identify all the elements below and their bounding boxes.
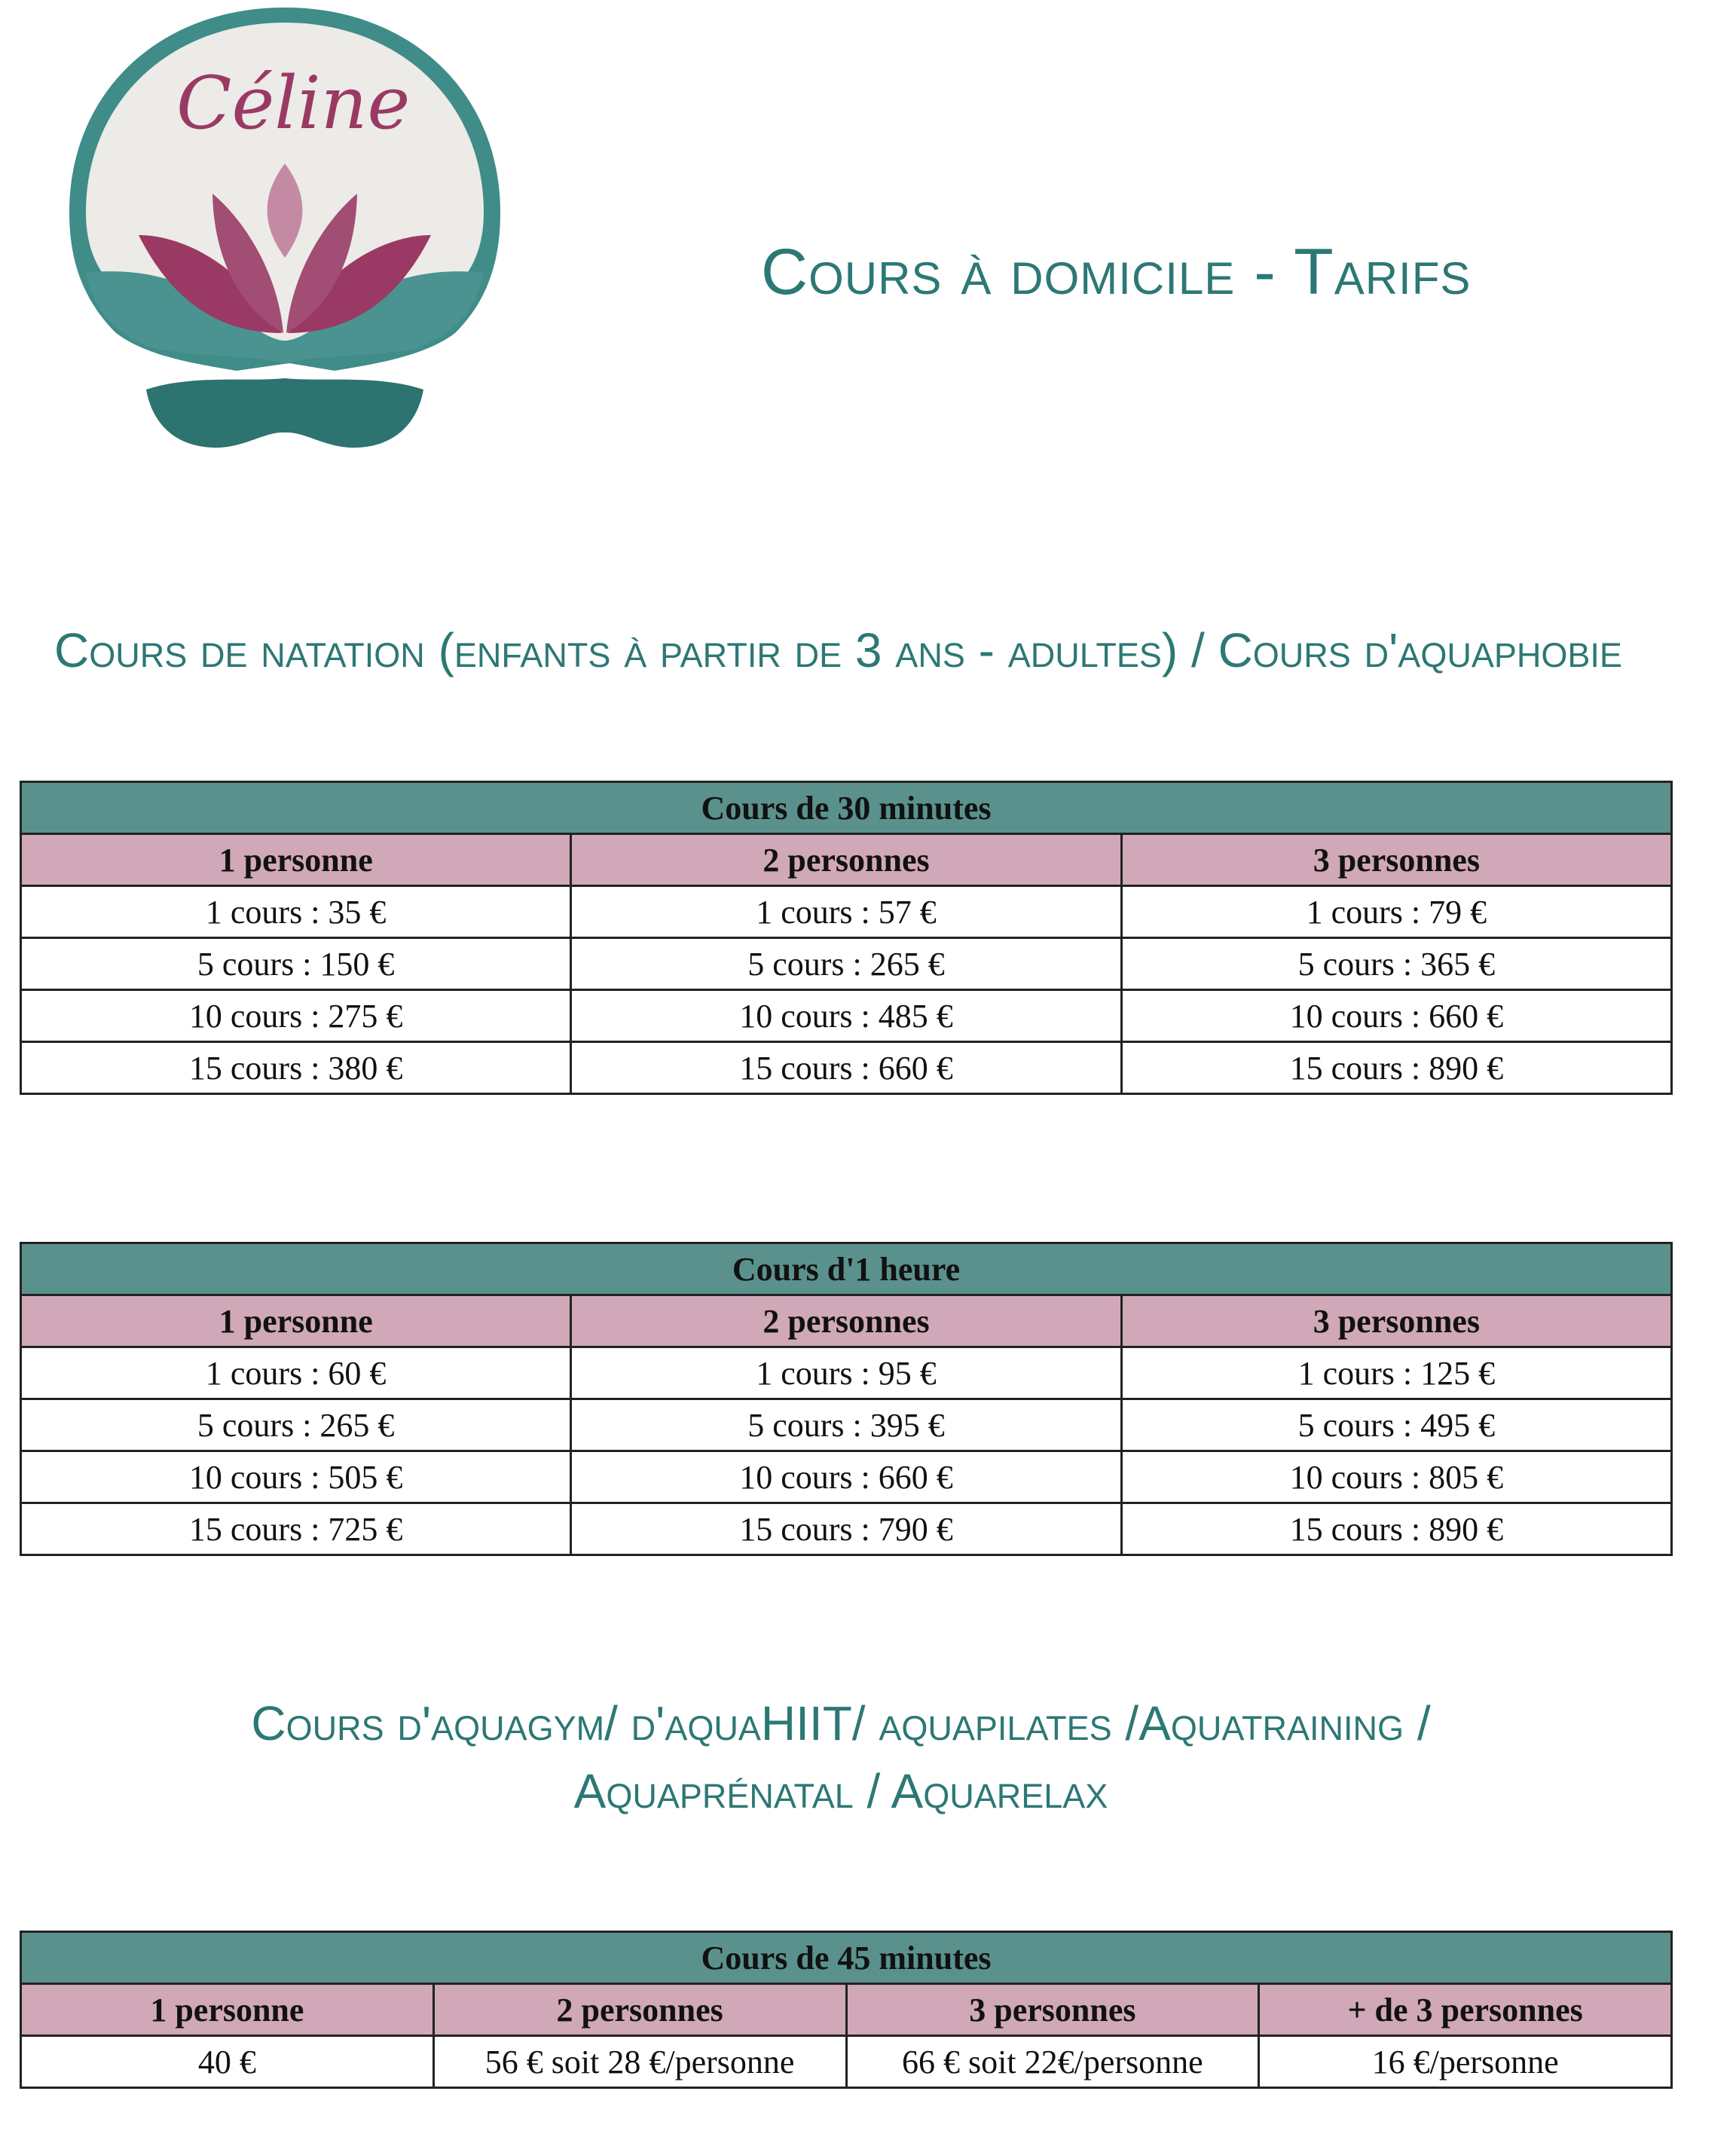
table-cell: 10 cours : 505 € — [21, 1451, 571, 1503]
table-cell: 10 cours : 275 € — [21, 990, 571, 1042]
section-heading-aquagym-line1: Cours d'aquagym/ d'aquaHIIT/ aquapilates /Aquatraining / — [251, 1696, 1431, 1750]
table-cell: 1 cours : 125 € — [1121, 1347, 1671, 1399]
price-table-45min — [20, 1931, 1673, 2089]
table-cell: 66 € soit 22€/personne — [846, 2036, 1259, 2088]
column-header: 2 personnes — [433, 1984, 846, 2036]
table-cell: 5 cours : 265 € — [21, 1399, 571, 1451]
page-title: Cours à domicile - Tarifs — [761, 236, 1472, 308]
table-cell: 15 cours : 790 € — [571, 1503, 1121, 1555]
column-header: 3 personnes — [846, 1984, 1259, 2036]
table-row — [21, 1451, 1672, 1503]
logo-brand-text: Céline — [176, 61, 411, 145]
column-header: 1 personne — [21, 834, 571, 886]
table-cell: 15 cours : 380 € — [21, 1042, 571, 1094]
table-cell: 15 cours : 890 € — [1121, 1503, 1671, 1555]
table-cell: 10 cours : 660 € — [1121, 990, 1671, 1042]
table-cell: 1 cours : 60 € — [21, 1347, 571, 1399]
table-caption: Cours d'1 heure — [21, 1243, 1672, 1295]
table-row — [21, 886, 1672, 938]
celine-logo — [63, 2, 506, 454]
price-table-1h — [20, 1242, 1673, 1556]
table-cell: 15 cours : 890 € — [1121, 1042, 1671, 1094]
column-header: 1 personne — [21, 1984, 434, 2036]
table-cell: 16 €/personne — [1259, 2036, 1672, 2088]
table-row — [21, 1503, 1672, 1555]
table-cell: 10 cours : 485 € — [571, 990, 1121, 1042]
table-cell: 5 cours : 495 € — [1121, 1399, 1671, 1451]
column-header: 2 personnes — [571, 1295, 1121, 1347]
table-cell: 5 cours : 395 € — [571, 1399, 1121, 1451]
table-caption: Cours de 30 minutes — [21, 782, 1672, 834]
table-row — [21, 990, 1672, 1042]
table-cell: 40 € — [21, 2036, 434, 2088]
table-cell: 5 cours : 150 € — [21, 938, 571, 990]
table-row — [21, 1347, 1672, 1399]
table-row — [21, 2036, 1672, 2088]
section-heading-natation: Cours de natation (enfants à partir de 3 ans - adultes) / Cours d'aquaphobie — [54, 623, 1622, 677]
column-header: 3 personnes — [1121, 1295, 1671, 1347]
column-header: 3 personnes — [1121, 834, 1671, 886]
table-cell: 10 cours : 660 € — [571, 1451, 1121, 1503]
table-cell: 1 cours : 95 € — [571, 1347, 1121, 1399]
table-cell: 1 cours : 57 € — [571, 886, 1121, 938]
table-cell: 56 € soit 28 €/personne — [433, 2036, 846, 2088]
table-row — [21, 1042, 1672, 1094]
column-header: 2 personnes — [571, 834, 1121, 886]
table-cell: 10 cours : 805 € — [1121, 1451, 1671, 1503]
table-cell: 1 cours : 35 € — [21, 886, 571, 938]
table-cell: 1 cours : 79 € — [1121, 886, 1671, 938]
table-row — [21, 938, 1672, 990]
table-row — [21, 1399, 1672, 1451]
table-caption: Cours de 45 minutes — [21, 1932, 1672, 1984]
section-heading-aquagym-line2: Aquaprénatal / Aquarelax — [573, 1764, 1108, 1818]
table-cell: 5 cours : 265 € — [571, 938, 1121, 990]
column-header: 1 personne — [21, 1295, 571, 1347]
price-table-30min — [20, 781, 1673, 1095]
table-cell: 15 cours : 725 € — [21, 1503, 571, 1555]
table-cell: 15 cours : 660 € — [571, 1042, 1121, 1094]
column-header: + de 3 personnes — [1259, 1984, 1672, 2036]
logo-wave-lower — [146, 378, 423, 448]
table-cell: 5 cours : 365 € — [1121, 938, 1671, 990]
